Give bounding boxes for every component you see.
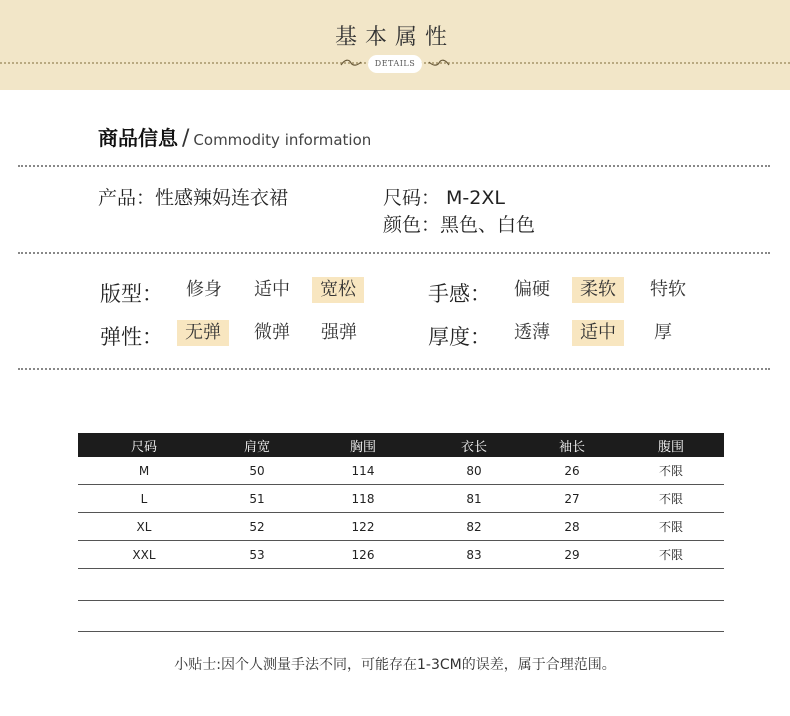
- table-row: [78, 457, 724, 485]
- table-header-cell: 尺码: [130, 439, 157, 455]
- table-cell: 26: [564, 463, 580, 478]
- table-cell: 52: [249, 519, 265, 534]
- left-swirl-icon: [340, 57, 362, 69]
- table-header-cell: 肩宽: [243, 439, 270, 455]
- thickness-option: 透薄: [514, 322, 550, 343]
- table-cell: XL: [136, 519, 152, 534]
- table-cell: 53: [249, 547, 265, 562]
- table-cell: 114: [351, 463, 375, 478]
- table-header-cell: 衣长: [460, 439, 487, 455]
- table-cell: 27: [564, 491, 580, 506]
- table-cell: 28: [564, 519, 580, 534]
- table-cell: 不限: [658, 464, 683, 478]
- section-title-cn: 商品信息: [98, 126, 178, 150]
- elasticity-option-selected: 无弹: [177, 320, 229, 346]
- table-cell: 不限: [658, 520, 683, 534]
- table-cell: 29: [564, 547, 580, 562]
- table-cell: XXL: [132, 547, 156, 562]
- color-info: 颜色：黑色、白色: [383, 214, 536, 236]
- elasticity-option: 强弹: [321, 322, 357, 343]
- table-empty-row-line: [78, 631, 724, 632]
- feel-option: 偏硬: [514, 279, 550, 300]
- table-cell: 81: [466, 491, 482, 506]
- table-cell: 不限: [658, 548, 683, 562]
- table-row: [78, 513, 724, 541]
- table-cell: 83: [466, 547, 482, 562]
- table-cell: 50: [249, 463, 265, 478]
- table-header-row: [78, 433, 724, 457]
- fit-label: 版型：: [100, 282, 163, 306]
- size-info: 尺码： M-2XL: [383, 187, 505, 209]
- table-row: [78, 485, 724, 513]
- feel-option: 特软: [650, 279, 686, 300]
- table-cell: L: [140, 491, 148, 506]
- header-title: 基本属性: [334, 25, 455, 50]
- fit-option-selected: 宽松: [312, 277, 364, 303]
- table-header-cell: 袖长: [558, 439, 585, 455]
- section-title-slash: /: [182, 126, 190, 151]
- measurement-tip: 小贴士:因个人测量手法不同，可能存在1-3CM的误差，属于合理范围。: [174, 657, 616, 673]
- right-swirl-icon: [428, 57, 450, 69]
- section-title-en: Commodity information: [193, 131, 372, 149]
- feel-option-selected: 柔软: [572, 277, 624, 303]
- details-ornament: [340, 53, 450, 77]
- size-table: [78, 433, 724, 569]
- table-header-cell: 腹围: [657, 439, 684, 455]
- table-cell: 51: [249, 491, 265, 506]
- elasticity-label: 弹性：: [100, 325, 163, 349]
- table-row: [78, 541, 724, 569]
- details-badge: DETAILS: [368, 55, 422, 73]
- thickness-option-selected: 适中: [572, 320, 624, 346]
- feel-label: 手感：: [428, 282, 491, 306]
- table-cell: 122: [351, 519, 375, 534]
- table-empty-row-line: [78, 600, 724, 601]
- table-cell: 不限: [658, 492, 683, 506]
- table-cell: 118: [351, 491, 375, 506]
- fit-option: 适中: [254, 279, 290, 300]
- dotted-divider: [18, 165, 770, 167]
- table-cell: M: [138, 463, 150, 478]
- thickness-label: 厚度：: [428, 325, 491, 349]
- table-cell: 82: [466, 519, 482, 534]
- section-title: [98, 122, 371, 151]
- table-cell: 126: [351, 547, 375, 562]
- dotted-divider: [18, 252, 770, 254]
- thickness-option: 厚: [654, 322, 672, 343]
- fit-option: 修身: [186, 279, 222, 300]
- table-header-cell: 胸围: [349, 439, 376, 455]
- elasticity-option: 微弹: [254, 322, 290, 343]
- dotted-divider: [18, 368, 770, 370]
- header-band: [0, 0, 790, 90]
- product-info: 产品：性感辣妈连衣裙: [98, 187, 289, 209]
- table-cell: 80: [466, 463, 482, 478]
